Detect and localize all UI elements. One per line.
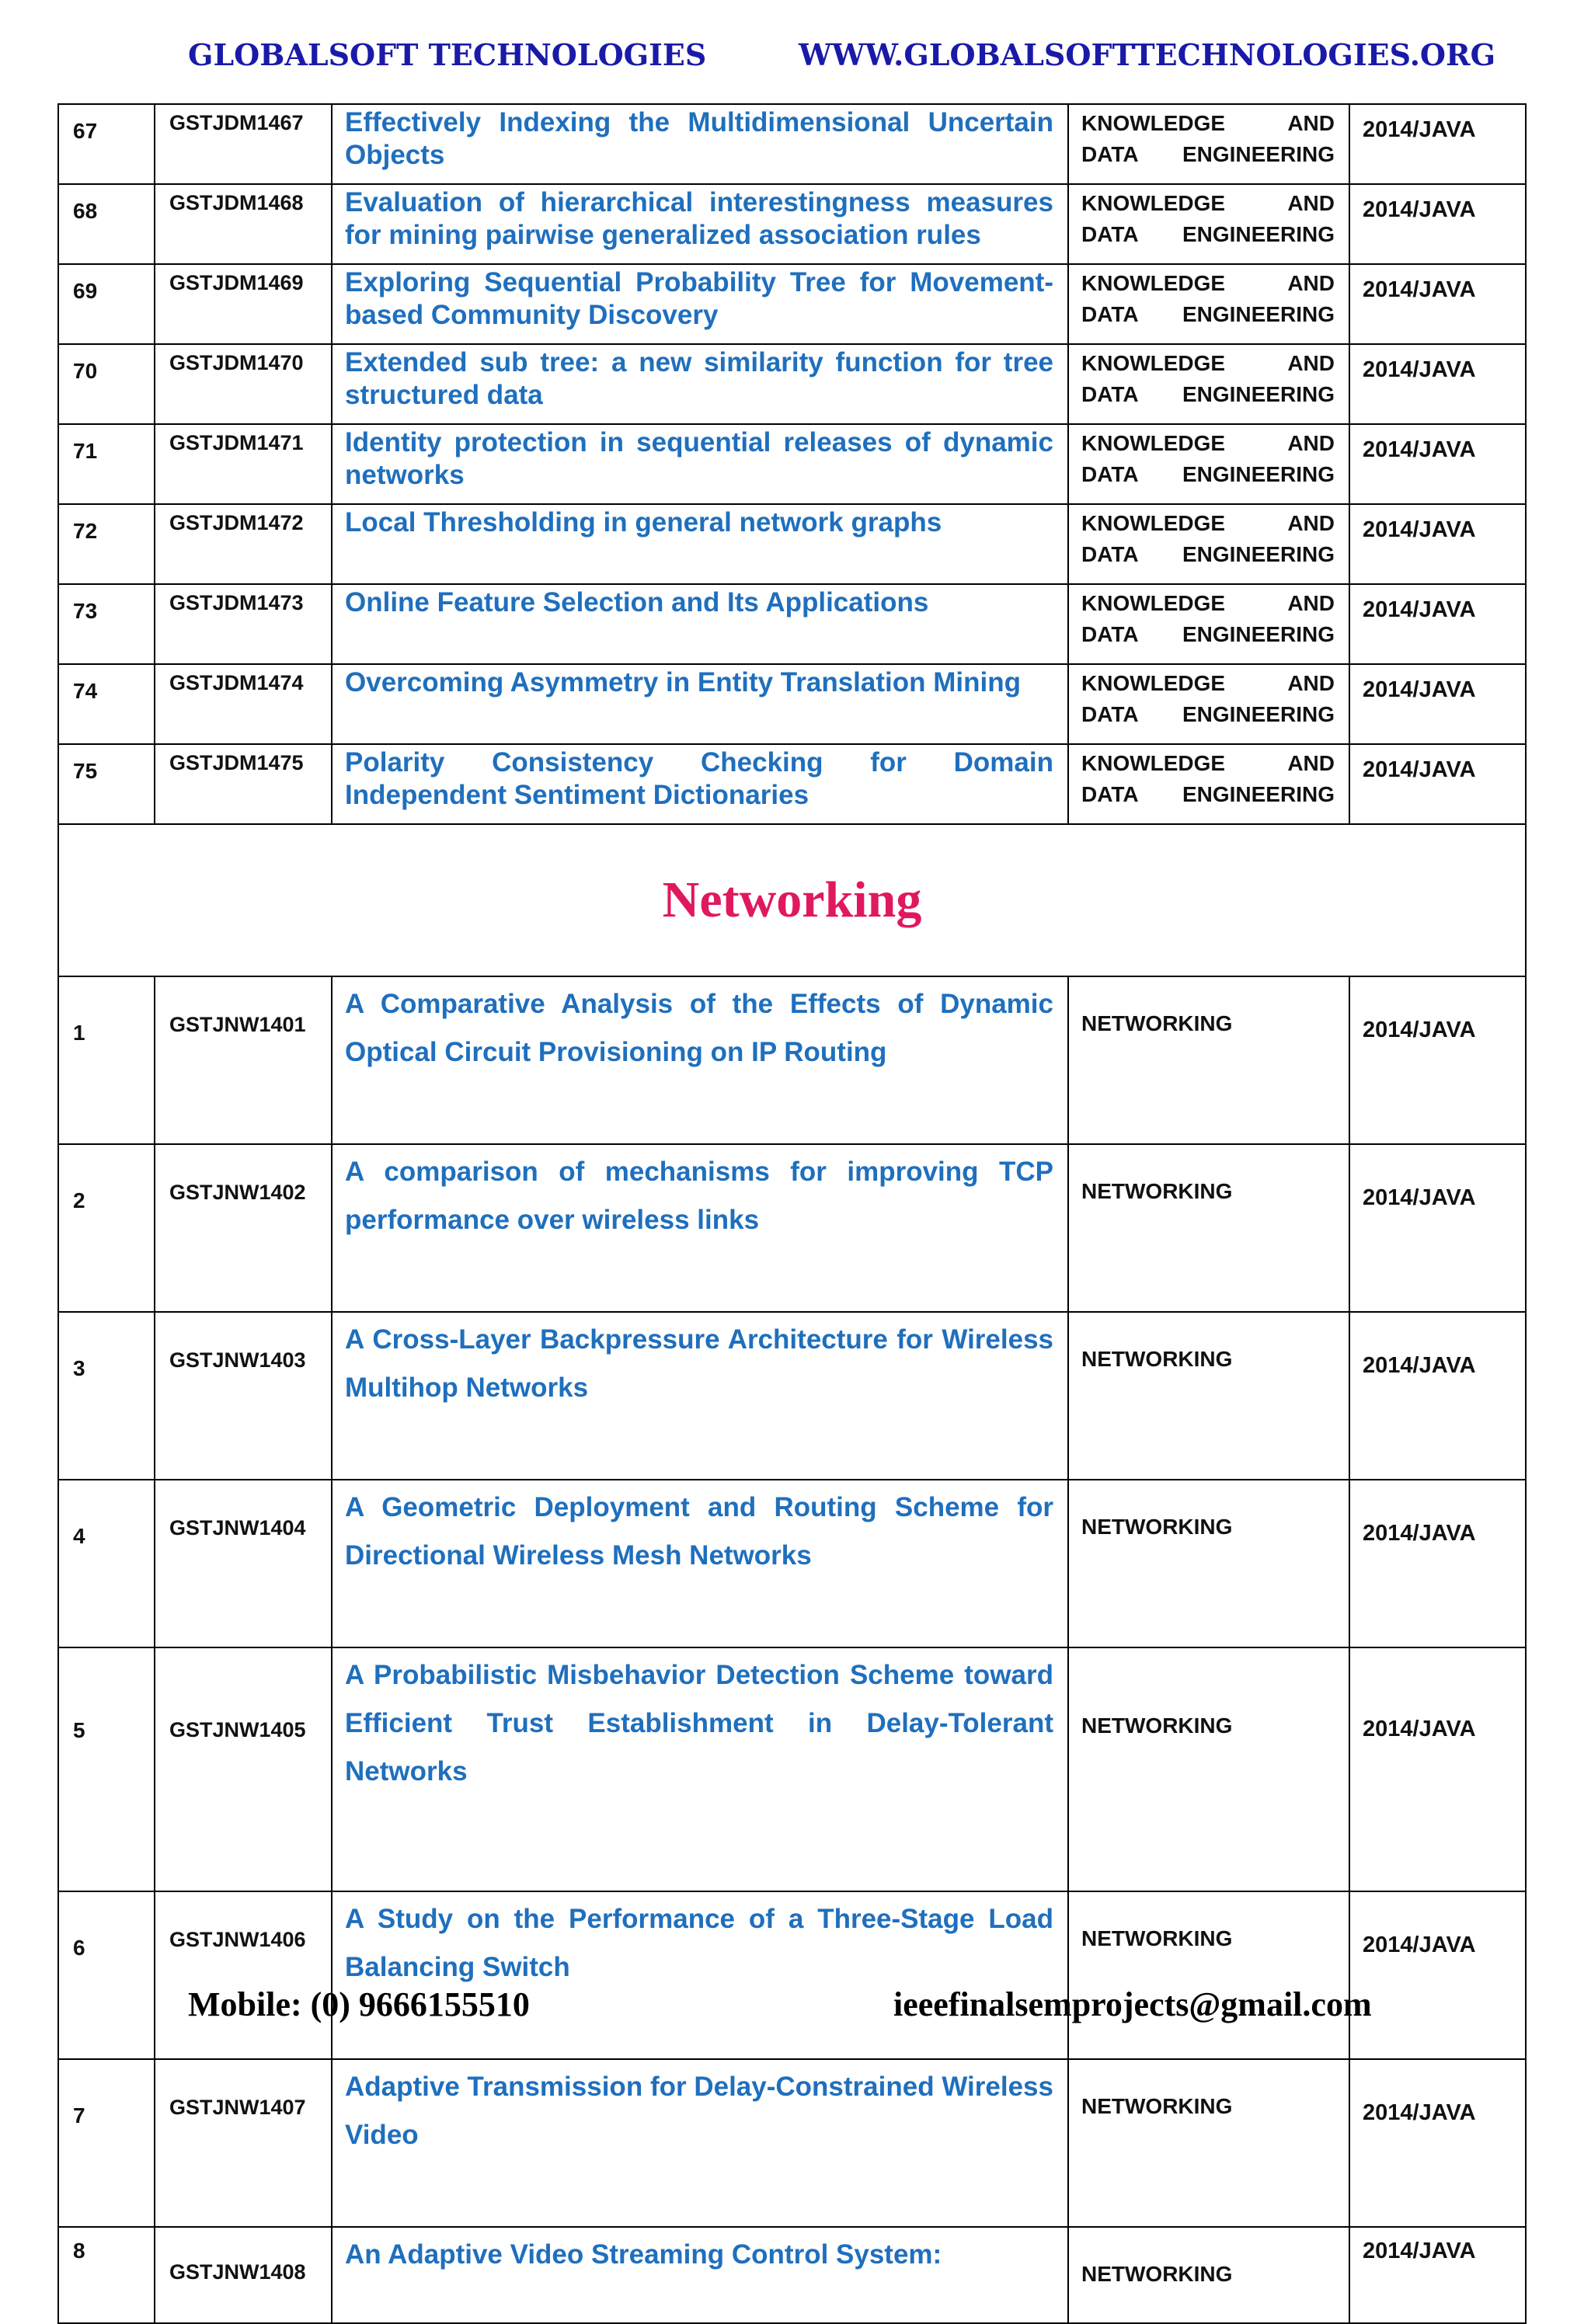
project-domain: KNOWLEDGE AND DATA ENGINEERING bbox=[1068, 344, 1349, 424]
table-row bbox=[58, 1891, 1526, 2059]
project-domain: KNOWLEDGE AND DATA ENGINEERING bbox=[1068, 664, 1349, 744]
project-year: 2014/JAVA bbox=[1349, 104, 1526, 184]
project-domain: NETWORKING bbox=[1068, 1480, 1349, 1647]
table-row bbox=[58, 344, 1526, 424]
project-code: GSTJNW1406 bbox=[155, 1891, 332, 2059]
project-code: GSTJNW1407 bbox=[155, 2059, 332, 2227]
table-row bbox=[58, 1647, 1526, 1891]
serial-number: 7 bbox=[58, 2059, 155, 2227]
project-title[interactable]: A Cross-Layer Backpressure Architecture for Wireless Multihop Networks bbox=[332, 1312, 1068, 1480]
project-year: 2014/JAVA bbox=[1349, 504, 1526, 584]
project-domain: KNOWLEDGE AND DATA ENGINEERING bbox=[1068, 504, 1349, 584]
section-row bbox=[58, 824, 1526, 976]
page-header bbox=[0, 31, 1591, 78]
project-year: 2014/JAVA bbox=[1349, 584, 1526, 664]
table-row bbox=[58, 976, 1526, 1144]
table-row bbox=[58, 184, 1526, 264]
serial-number: 74 bbox=[58, 664, 155, 744]
table-row bbox=[58, 2227, 1526, 2323]
project-year: 2014/JAVA bbox=[1349, 184, 1526, 264]
company-website: WWW.GLOBALSOFTTECHNOLOGIES.ORG bbox=[799, 37, 1496, 72]
project-domain: NETWORKING bbox=[1068, 2227, 1349, 2323]
section-cell bbox=[58, 824, 1526, 976]
project-code: GSTJNW1405 bbox=[155, 1647, 332, 1891]
table-row bbox=[58, 1144, 1526, 1312]
project-code: GSTJNW1403 bbox=[155, 1312, 332, 1480]
project-year: 2014/JAVA bbox=[1349, 2059, 1526, 2227]
serial-number: 6 bbox=[58, 1891, 155, 2059]
project-title[interactable]: Effectively Indexing the Multidimensional Uncertain Objects bbox=[332, 104, 1068, 184]
serial-number: 1 bbox=[58, 976, 155, 1144]
contact-email[interactable]: ieeefinalsemprojects@gmail.com bbox=[893, 1985, 1372, 2023]
serial-number: 5 bbox=[58, 1647, 155, 1891]
serial-number: 4 bbox=[58, 1480, 155, 1647]
project-domain: NETWORKING bbox=[1068, 1144, 1349, 1312]
project-domain: NETWORKING bbox=[1068, 1312, 1349, 1480]
table-row bbox=[58, 664, 1526, 744]
mobile-number: Mobile: (0) 9666155510 bbox=[188, 1985, 530, 2023]
table-row bbox=[58, 264, 1526, 344]
table-row bbox=[58, 584, 1526, 664]
table-row bbox=[58, 1312, 1526, 1480]
project-code: GSTJDM1471 bbox=[155, 424, 332, 504]
serial-number: 75 bbox=[58, 744, 155, 824]
serial-number: 72 bbox=[58, 504, 155, 584]
serial-number: 69 bbox=[58, 264, 155, 344]
project-year: 2014/JAVA bbox=[1349, 1647, 1526, 1891]
project-year: 2014/JAVA bbox=[1349, 344, 1526, 424]
project-code: GSTJDM1470 bbox=[155, 344, 332, 424]
serial-number: 8 bbox=[58, 2227, 155, 2323]
project-year: 2014/JAVA bbox=[1349, 264, 1526, 344]
project-domain: KNOWLEDGE AND DATA ENGINEERING bbox=[1068, 744, 1349, 824]
project-title[interactable]: Online Feature Selection and Its Applications bbox=[332, 584, 1068, 664]
project-year: 2014/JAVA bbox=[1349, 1480, 1526, 1647]
table-row bbox=[58, 1480, 1526, 1647]
project-title[interactable]: A Probabilistic Misbehavior Detection Scheme toward Efficient Trust Establishment in Delay-Tolerant Networks bbox=[332, 1647, 1068, 1891]
project-code: GSTJDM1467 bbox=[155, 104, 332, 184]
project-year: 2014/JAVA bbox=[1349, 664, 1526, 744]
project-year: 2014/JAVA bbox=[1349, 1144, 1526, 1312]
project-code: GSTJNW1402 bbox=[155, 1144, 332, 1312]
project-code: GSTJDM1472 bbox=[155, 504, 332, 584]
project-domain: NETWORKING bbox=[1068, 976, 1349, 1144]
serial-number: 71 bbox=[58, 424, 155, 504]
project-code: GSTJDM1473 bbox=[155, 584, 332, 664]
project-year: 2014/JAVA bbox=[1349, 2227, 1526, 2323]
serial-number: 3 bbox=[58, 1312, 155, 1480]
project-title[interactable]: Adaptive Transmission for Delay-Constrained Wireless Video bbox=[332, 2059, 1068, 2227]
table-row bbox=[58, 504, 1526, 584]
project-title[interactable]: Identity protection in sequential releases of dynamic networks bbox=[332, 424, 1068, 504]
project-year: 2014/JAVA bbox=[1349, 744, 1526, 824]
project-year: 2014/JAVA bbox=[1349, 976, 1526, 1144]
serial-number: 73 bbox=[58, 584, 155, 664]
project-domain: KNOWLEDGE AND DATA ENGINEERING bbox=[1068, 424, 1349, 504]
project-code: GSTJNW1408 bbox=[155, 2227, 332, 2323]
project-title[interactable]: A Study on the Performance of a Three-Stage Load Balancing Switch bbox=[332, 1891, 1068, 2059]
project-domain: KNOWLEDGE AND DATA ENGINEERING bbox=[1068, 104, 1349, 184]
project-title[interactable]: A comparison of mechanisms for improving TCP performance over wireless links bbox=[332, 1144, 1068, 1312]
project-title[interactable]: Exploring Sequential Probability Tree for Movement-based Community Discovery bbox=[332, 264, 1068, 344]
project-year: 2014/JAVA bbox=[1349, 1891, 1526, 2059]
project-code: GSTJNW1401 bbox=[155, 976, 332, 1144]
project-title[interactable]: An Adaptive Video Streaming Control System: bbox=[332, 2227, 1068, 2323]
project-domain: KNOWLEDGE AND DATA ENGINEERING bbox=[1068, 584, 1349, 664]
company-name: GLOBALSOFT TECHNOLOGIES bbox=[188, 37, 707, 72]
page-footer bbox=[0, 1985, 1591, 2031]
serial-number: 68 bbox=[58, 184, 155, 264]
project-code: GSTJDM1468 bbox=[155, 184, 332, 264]
serial-number: 67 bbox=[58, 104, 155, 184]
table-row bbox=[58, 744, 1526, 824]
project-domain: KNOWLEDGE AND DATA ENGINEERING bbox=[1068, 184, 1349, 264]
project-domain: NETWORKING bbox=[1068, 1891, 1349, 2059]
serial-number: 2 bbox=[58, 1144, 155, 1312]
project-domain: KNOWLEDGE AND DATA ENGINEERING bbox=[1068, 264, 1349, 344]
project-title[interactable]: Extended sub tree: a new similarity function for tree structured data bbox=[332, 344, 1068, 424]
project-title[interactable]: A Comparative Analysis of the Effects of Dynamic Optical Circuit Provisioning on IP Routing bbox=[332, 976, 1068, 1144]
project-title[interactable]: Polarity Consistency Checking for Domain Independent Sentiment Dictionaries bbox=[332, 744, 1068, 824]
project-code: GSTJDM1474 bbox=[155, 664, 332, 744]
table-row bbox=[58, 104, 1526, 184]
project-code: GSTJDM1475 bbox=[155, 744, 332, 824]
project-year: 2014/JAVA bbox=[1349, 424, 1526, 504]
project-title[interactable]: Local Thresholding in general network graphs bbox=[332, 504, 1068, 584]
project-title[interactable]: A Geometric Deployment and Routing Scheme for Directional Wireless Mesh Networks bbox=[332, 1480, 1068, 1647]
project-domain: NETWORKING bbox=[1068, 2059, 1349, 2227]
project-code: GSTJNW1404 bbox=[155, 1480, 332, 1647]
serial-number: 70 bbox=[58, 344, 155, 424]
project-year: 2014/JAVA bbox=[1349, 1312, 1526, 1480]
project-domain: NETWORKING bbox=[1068, 1647, 1349, 1891]
table-row bbox=[58, 2059, 1526, 2227]
project-title[interactable]: Overcoming Asymmetry in Entity Translation Mining bbox=[332, 664, 1068, 744]
section-title: Networking bbox=[662, 872, 922, 928]
project-title[interactable]: Evaluation of hierarchical interestingness measures for mining pairwise generalized association rules bbox=[332, 184, 1068, 264]
project-code: GSTJDM1469 bbox=[155, 264, 332, 344]
table-row bbox=[58, 424, 1526, 504]
